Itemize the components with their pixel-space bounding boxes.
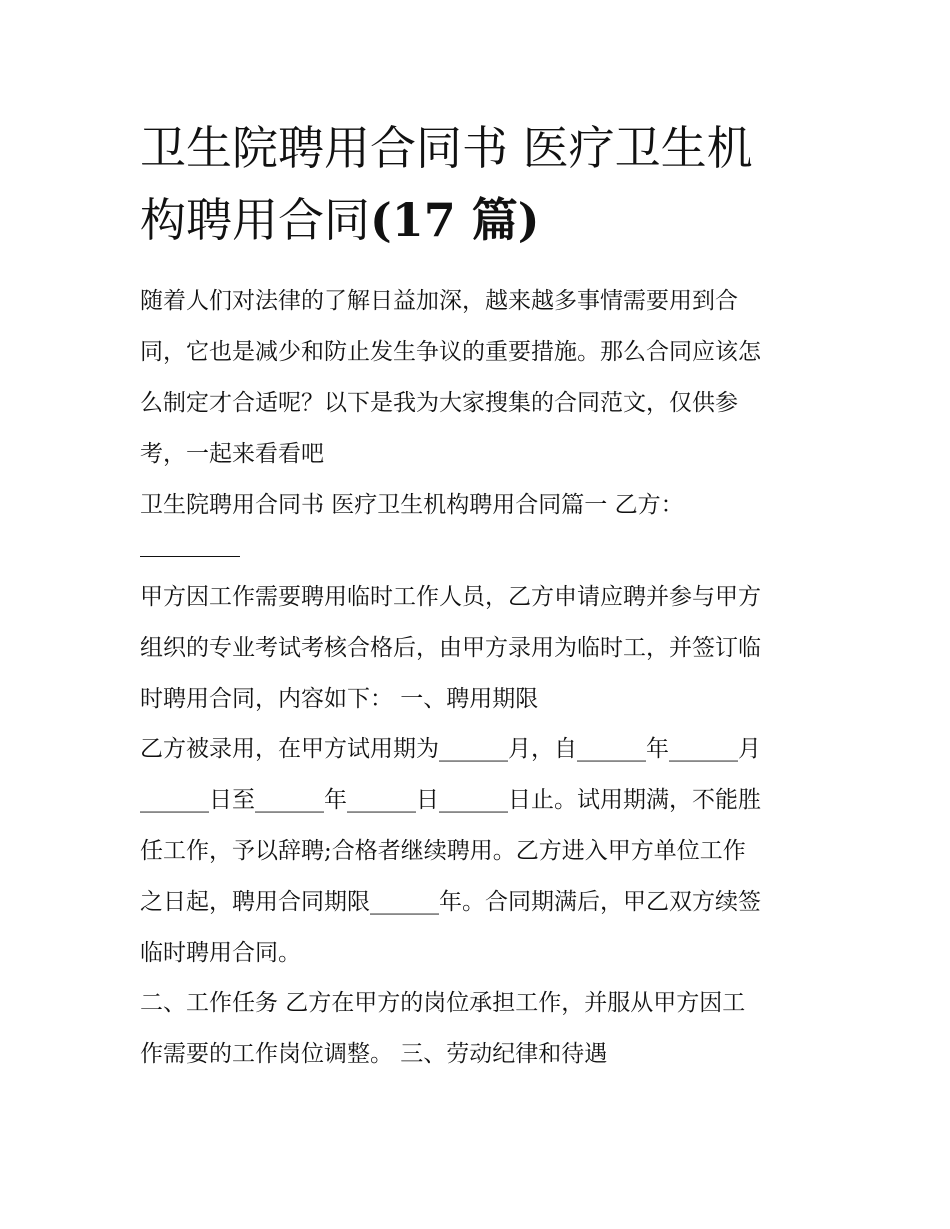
term-line-4: 之日起，聘用合同期限______年。合同期满后，甲乙双方续签 (140, 889, 761, 915)
duties-line-2: 作需要的工作岗位调整。 三、劳动纪律和待遇 (140, 1041, 608, 1067)
clause-intro-line-2: 组织的专业考试考核合格后，由甲方录用为临时工，并签订临 (140, 635, 761, 661)
term-line-2: ______日至______年______日______日止。试用期满，不能胜 (140, 787, 761, 813)
duties-paragraph (140, 978, 820, 1080)
intro-paragraph (140, 276, 820, 480)
title-line-2 (140, 184, 820, 256)
intro-line-2: 同，它也是减少和防止发生争议的重要措施。那么合同应该怎 (140, 339, 761, 365)
intro-line-4: 考，一起来看看吧 (140, 441, 324, 467)
intro-line-3: 么制定才合适呢？以下是我为大家搜集的合同范文，仅供参 (140, 390, 738, 416)
section-heading-text: 卫生院聘用合同书 医疗卫生机构聘用合同篇一 乙方： (140, 492, 684, 518)
term-line-1: 乙方被录用，在甲方试用期为______月，自______年______月 (140, 736, 761, 762)
document-title (140, 112, 820, 256)
duties-line-1: 二、工作任务 乙方在甲方的岗位承担工作，并服从甲方因工 (140, 990, 746, 1016)
title-line-2-text: 构聘用合同 (140, 193, 370, 247)
section-heading (140, 480, 820, 531)
clause-intro-paragraph (140, 572, 820, 725)
title-count: (17 篇) (370, 193, 540, 247)
title-line-1: 卫生院聘用合同书 医疗卫生机 (140, 121, 753, 175)
term-line-5: 临时聘用合同。 (140, 940, 301, 966)
term-paragraph (140, 724, 820, 979)
clause-intro-line-3: 时聘用合同，内容如下： 一、聘用期限 (140, 686, 539, 712)
clause-intro-line-1: 甲方因工作需要聘用临时工作人员，乙方申请应聘并参与甲方 (140, 584, 761, 610)
intro-line-1: 随着人们对法律的了解日益加深，越来越多事情需要用到合 (140, 288, 738, 314)
party-b-blank-line (140, 556, 240, 557)
term-line-3: 任工作，予以辞聘;合格者继续聘用。乙方进入甲方单位工作 (140, 838, 746, 864)
